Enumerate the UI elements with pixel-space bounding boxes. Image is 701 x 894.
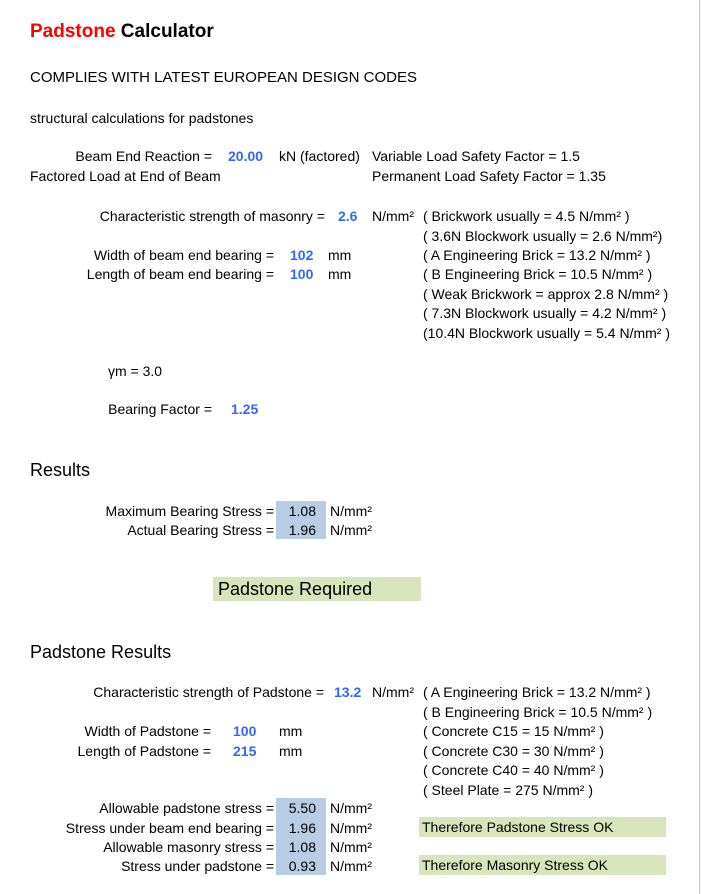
padstone-note: ( Concrete C40 = 40 N/mm² ) [423, 762, 604, 778]
subtitle: COMPLIES WITH LATEST EUROPEAN DESIGN CODES [30, 69, 418, 86]
max-bearing-stress-value: 1.08 [288, 503, 316, 519]
padstone-width-input[interactable]: 100 [233, 723, 257, 739]
allowable-padstone-stress-label: Allowable padstone stress = [99, 800, 274, 816]
padstone-width-label: Width of Padstone = [84, 723, 211, 739]
max-bearing-stress-label: Maximum Bearing Stress = [105, 503, 274, 519]
padstone-results-heading: Padstone Results [30, 642, 172, 662]
padstone-width-unit: mm [279, 723, 303, 739]
masonry-note: ( Brickwork usually = 4.5 N/mm² ) [423, 208, 630, 224]
bearing-length-unit: mm [328, 266, 352, 282]
padstone-note: ( Steel Plate = 275 N/mm² ) [423, 782, 594, 798]
masonry-strength-label: Characteristic strength of masonry = [99, 208, 325, 224]
gamma-m: γm = 3.0 [108, 363, 163, 379]
permanent-load-factor: Permanent Load Safety Factor = 1.35 [372, 168, 606, 184]
masonry-strength-unit: N/mm² [372, 208, 414, 224]
results-heading: Results [30, 460, 91, 480]
bearing-length-label: Length of beam end bearing = [86, 266, 274, 282]
beam-end-reaction-unit: kN (factored) [279, 148, 360, 164]
stress-unit: N/mm² [330, 839, 372, 855]
padstone-strength-unit: N/mm² [372, 684, 414, 700]
page-title [30, 21, 214, 42]
allowable-padstone-stress-value: 5.50 [288, 800, 316, 816]
stress-unit: N/mm² [330, 800, 372, 816]
sheet-edge-divider [699, 0, 700, 894]
padstone-length-input[interactable]: 215 [233, 743, 257, 759]
padstone-note: ( A Engineering Brick = 13.2 N/mm² ) [423, 684, 651, 700]
actual-bearing-stress-label: Actual Bearing Stress = [127, 522, 274, 538]
stress-under-padstone-label: Stress under padstone = [121, 858, 274, 874]
padstone-length-unit: mm [279, 743, 303, 759]
padstone-strength-input[interactable]: 13.2 [334, 684, 362, 700]
padstone-strength-label: Characteristic strength of Padstone = [93, 684, 324, 700]
title-red-part: Padstone [30, 21, 116, 42]
allowable-masonry-stress-label: Allowable masonry stress = [103, 839, 274, 855]
stress-under-bearing-value: 1.96 [288, 820, 316, 836]
stress-under-bearing-label: Stress under beam end bearing = [65, 820, 274, 836]
stress-unit: N/mm² [330, 522, 372, 538]
padstone-note: ( Concrete C30 = 30 N/mm² ) [423, 743, 604, 759]
bearing-width-label: Width of beam end bearing = [93, 247, 274, 263]
stress-unit: N/mm² [330, 503, 372, 519]
bearing-width-unit: mm [328, 247, 352, 263]
masonry-stress-ok-badge: Therefore Masonry Stress OK [419, 855, 666, 875]
masonry-note: ( A Engineering Brick = 13.2 N/mm² ) [423, 247, 651, 263]
bearing-width-input[interactable]: 102 [290, 247, 314, 263]
masonry-note: ( 7.3N Blockwork usually = 4.2 N/mm² ) [423, 305, 667, 321]
stress-unit: N/mm² [330, 820, 372, 836]
padstone-required-badge: Padstone Required [213, 577, 421, 601]
title-black-part: Calculator [115, 21, 214, 42]
beam-end-reaction-input[interactable]: 20.00 [228, 148, 264, 164]
stress-under-padstone-value: 0.93 [288, 858, 316, 874]
padstone-length-label: Length of Padstone = [77, 743, 211, 759]
variable-load-factor: Variable Load Safety Factor = 1.5 [372, 148, 580, 164]
masonry-note: ( B Engineering Brick = 10.5 N/mm² ) [423, 266, 653, 282]
padstone-note: ( Concrete C15 = 15 N/mm² ) [423, 723, 604, 739]
bearing-factor-label: Bearing Factor = [108, 401, 212, 417]
masonry-note: ( 3.6N Blockwork usually = 2.6 N/mm²) [423, 228, 663, 244]
bearing-length-input[interactable]: 100 [290, 266, 314, 282]
allowable-masonry-stress-value: 1.08 [288, 839, 316, 855]
bearing-factor-input[interactable]: 1.25 [231, 401, 259, 417]
beam-end-reaction-label: Beam End Reaction = [75, 148, 212, 164]
stress-unit: N/mm² [330, 858, 372, 874]
actual-bearing-stress-value: 1.96 [288, 522, 316, 538]
masonry-strength-input[interactable]: 2.6 [338, 208, 358, 224]
masonry-note: ( Weak Brickwork = approx 2.8 N/mm² ) [423, 286, 669, 302]
padstone-stress-ok-badge: Therefore Padstone Stress OK [419, 817, 666, 837]
padstone-note: ( B Engineering Brick = 10.5 N/mm² ) [423, 704, 653, 720]
factored-load-label: Factored Load at End of Beam [30, 168, 221, 184]
description: structural calculations for padstones [30, 110, 254, 126]
masonry-note: (10.4N Blockwork usually = 5.4 N/mm² ) [423, 325, 671, 341]
